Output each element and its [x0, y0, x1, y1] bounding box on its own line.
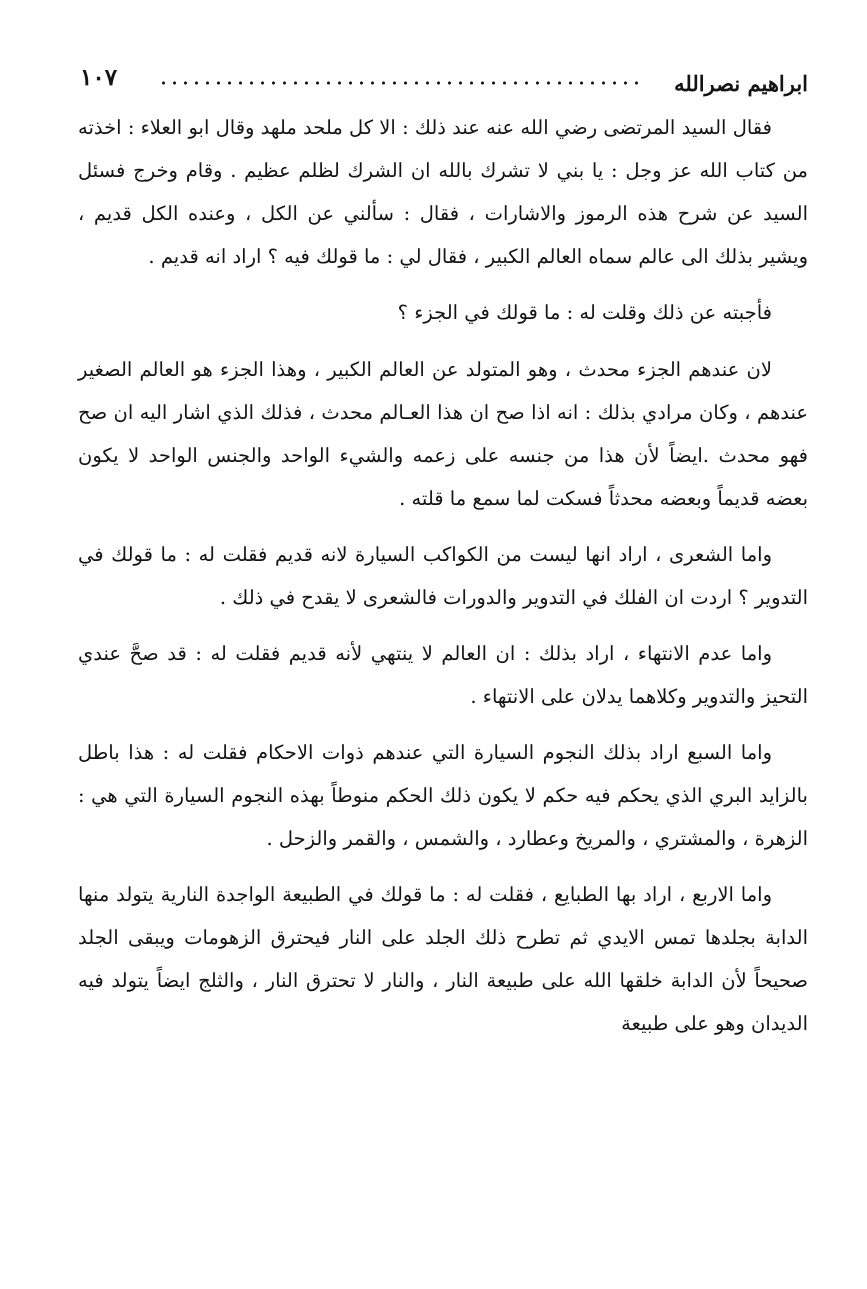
- dot-leader: [158, 78, 640, 88]
- paragraph: لان عندهم الجزء محدث ، وهو المتولد عن العالم الكبير ، وهذا الجزء هو العالم الصغير عندهم ، وكان مرادي بذلك : انه اذا صح ان هذا العـالم محدث ، فذلك الذي اشار اليه ان صح فهو محدث .ايضاً لأن هذا من جنسه على زعمه والشيء الواحد والجنس الواحد لا يكون بعضه قديماً وبعضه محدثاً فسكت لما سمع ما قلته .: [78, 358, 808, 510]
- page-number: ١٠٧: [80, 64, 118, 91]
- running-title: ابراهيم نصرالله: [674, 71, 808, 96]
- paragraph: واما عدم الانتهاء ، اراد بذلك : ان العالم لا ينتهي لأنه قديم فقلت له : قد صحَّ عندي التحيز والتدوير وكلاهما يدلان على الانتهاء .: [78, 642, 808, 708]
- paragraph: فأجبته عن ذلك وقلت له : ما قولك في الجزء ؟: [397, 301, 772, 324]
- paragraph: فقال السيد المرتضى رضي الله عنه عند ذلك : الا كل ملحد ملهد وقال ابو العلاء : اخذته من كتاب الله عز وجل : يا بني لا تشرك بالله ان الشرك لظلم عظيم . وقام وخرج فسئل السيد عن شرح هذه الرموز والاشارات ، فقال : سألني عن الكل ، وعنده الكل قديم ، ويشير بذلك الى عالم سماه العالم الكبير ، فقال لي : ما قولك فيه ؟ اراد انه قديم .: [78, 116, 808, 268]
- paragraph: واما السبع اراد بذلك النجوم السيارة التي عندهم ذوات الاحكام فقلت له : هذا باطل بالزايد البري الذي يحكم فيه حكم لا يكون ذلك الحكم منوطاً بهذه النجوم السيارة التي هي : الزهرة ، والمشتري ، والمريخ وعطارد ، والشمس ، والقمر والزحل .: [78, 741, 808, 850]
- paragraph: واما الشعرى ، اراد انها ليست من الكواكب السيارة لانه قديم فقلت له : ما قولك في التدوير ؟ اردت ان الفلك في التدوير والدورات فالشعرى لا يقدح في ذلك .: [78, 543, 808, 609]
- book-page: [78, 58, 808, 1238]
- running-header: [78, 58, 808, 98]
- paragraph: واما الاربع ، اراد بها الطبايع ، فقلت له : ما قولك في الطبيعة الواجدة النارية يتولد منها الدابة بجلدها تمس الايدي ثم تطرح ذلك الجلد على النار فيحترق الزهومات ويبقى الجلد صحيحاً لأن الدابة خلقها الله على طبيعة النار ، والنار لا تحترق النار ، والثلج ايضاً يتولد فيه الديدان وهو على طبيعة: [78, 883, 808, 1035]
- body-text: [78, 106, 808, 1045]
